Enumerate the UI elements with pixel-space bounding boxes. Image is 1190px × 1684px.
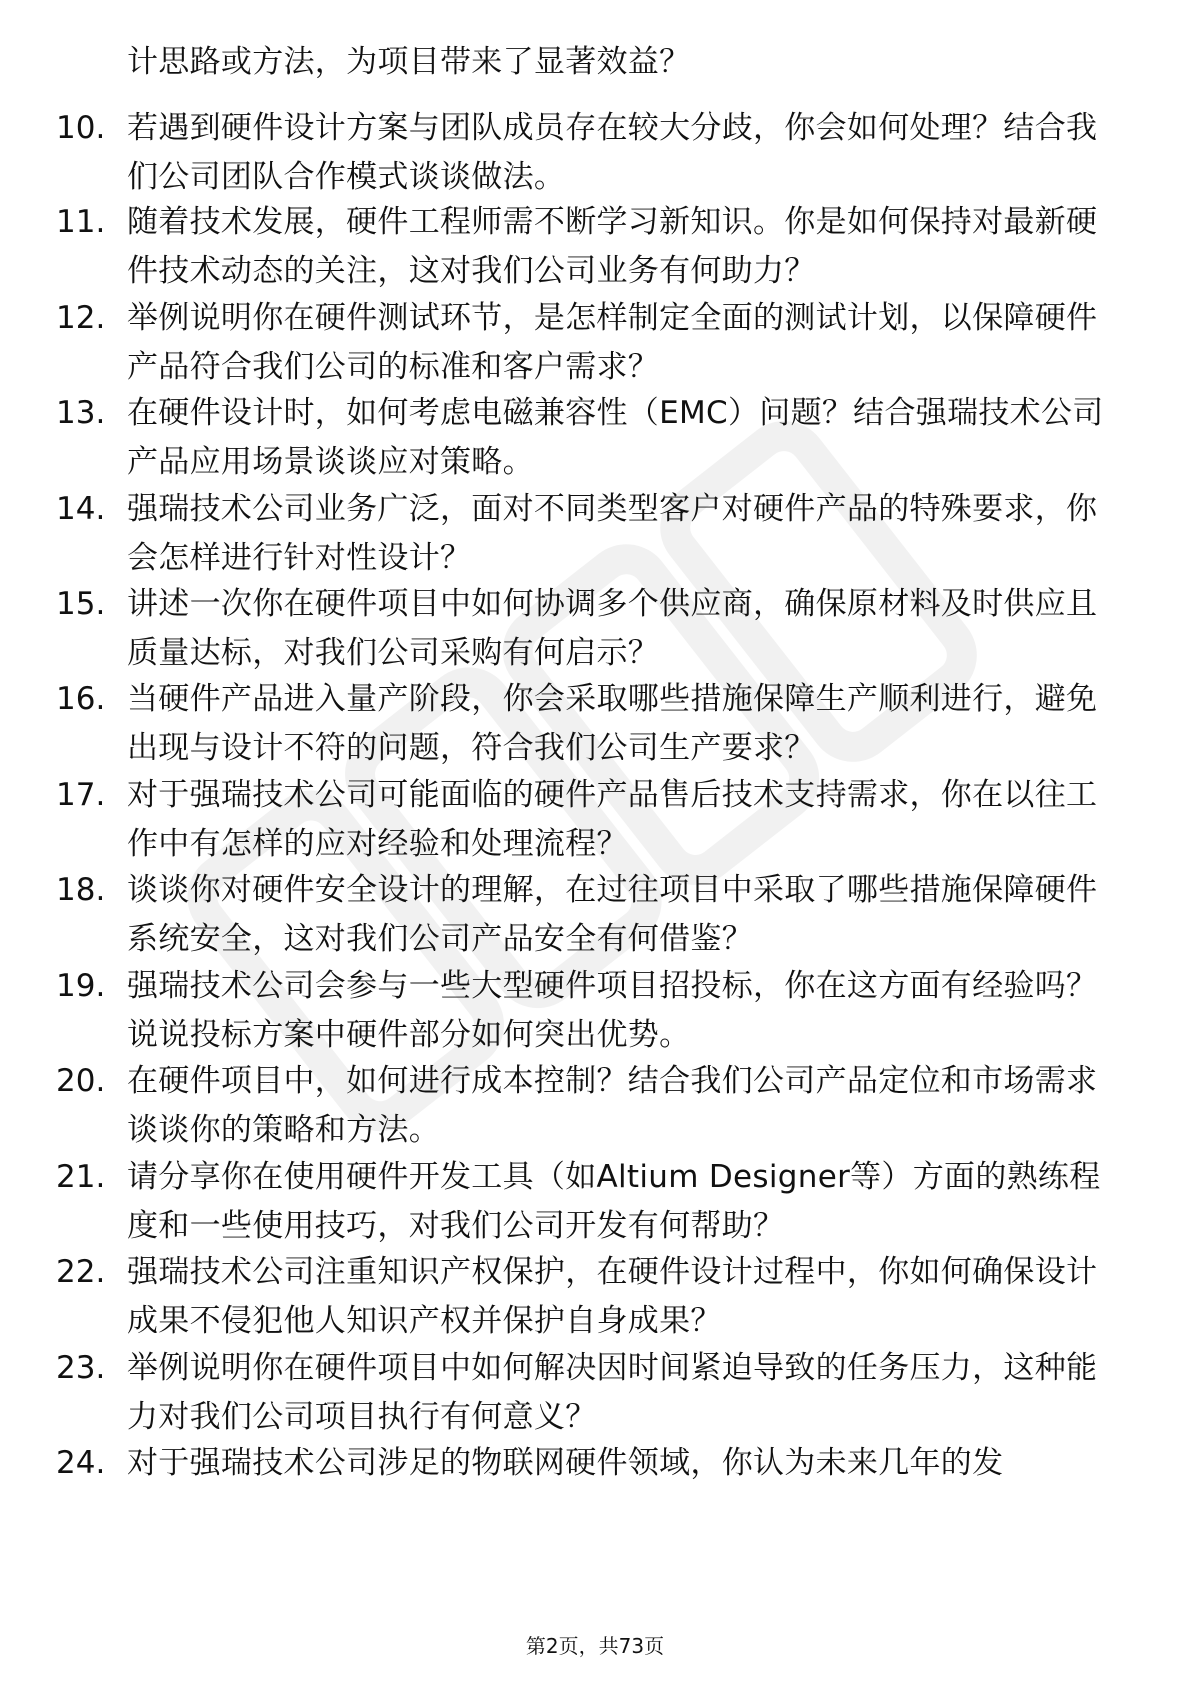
question-text: 强瑞技术公司注重知识产权保护，在硬件设计过程中，你如何确保设计成果不侵犯他人知识产权并保护自身成果？ <box>127 1254 1098 1339</box>
question-text: 随着技术发展，硬件工程师需不断学习新知识。你是如何保持对最新硬件技术动态的关注，这对我们公司业务有何助力？ <box>127 204 1098 289</box>
question-text: 强瑞技术公司会参与一些大型硬件项目招投标，你在这方面有经验吗？说说投标方案中硬件部分如何突出优势。 <box>127 968 1098 1053</box>
question-number: 24. <box>56 1445 106 1481</box>
question-text: 举例说明你在硬件测试环节，是怎样制定全面的测试计划，以保障硬件产品符合我们公司的标准和客户需求？ <box>127 300 1098 385</box>
question-number: 22. <box>56 1254 106 1290</box>
question-text: 若遇到硬件设计方案与团队成员存在较大分歧，你会如何处理？结合我们公司团队合作模式谈谈做法。 <box>127 110 1098 195</box>
question-number: 20. <box>56 1063 106 1099</box>
question-number: 21. <box>56 1159 106 1195</box>
question-number: 18. <box>56 872 106 908</box>
question-number: 10. <box>56 110 106 146</box>
question-number: 15. <box>56 586 106 622</box>
question-number: 11. <box>56 204 106 240</box>
page-footer: 第2页，共73页 <box>525 1634 665 1658</box>
question-number: 14. <box>56 491 106 527</box>
question-text: 请分享你在使用硬件开发工具（如Altium Designer等）方面的熟练程度和一些使用技巧，对我们公司开发有何帮助？ <box>127 1159 1101 1244</box>
question-text: 谈谈你对硬件安全设计的理解，在过往项目中采取了哪些措施保障硬件系统安全，这对我们公司产品安全有何借鉴？ <box>127 872 1098 957</box>
continuation-text: 计思路或方法，为项目带来了显著效益？ <box>127 44 691 80</box>
question-text: 在硬件设计时，如何考虑电磁兼容性（EMC）问题？结合强瑞技术公司产品应用场景谈谈应对策略。 <box>127 395 1104 480</box>
question-number: 16. <box>56 681 106 717</box>
question-number: 13. <box>56 395 106 431</box>
question-text: 在硬件项目中，如何进行成本控制？结合我们公司产品定位和市场需求谈谈你的策略和方法。 <box>127 1063 1098 1148</box>
question-text: 举例说明你在硬件项目中如何解决因时间紧迫导致的任务压力，这种能力对我们公司项目执行有何意义？ <box>127 1350 1098 1435</box>
question-text: 强瑞技术公司业务广泛，面对不同类型客户对硬件产品的特殊要求，你会怎样进行针对性设计？ <box>127 491 1098 576</box>
question-number: 17. <box>56 777 106 813</box>
question-text: 对于强瑞技术公司涉足的物联网硬件领域，你认为未来几年的发 <box>127 1445 1004 1481</box>
question-number: 12. <box>56 300 106 336</box>
question-text: 讲述一次你在硬件项目中如何协调多个供应商，确保原材料及时供应且质量达标，对我们公司采购有何启示？ <box>127 586 1098 671</box>
question-number: 19. <box>56 968 106 1004</box>
question-text: 对于强瑞技术公司可能面临的硬件产品售后技术支持需求，你在以往工作中有怎样的应对经验和处理流程？ <box>127 777 1098 862</box>
question-text: 当硬件产品进入量产阶段，你会采取哪些措施保障生产顺利进行，避免出现与设计不符的问题，符合我们公司生产要求？ <box>127 681 1098 766</box>
question-number: 23. <box>56 1350 106 1386</box>
